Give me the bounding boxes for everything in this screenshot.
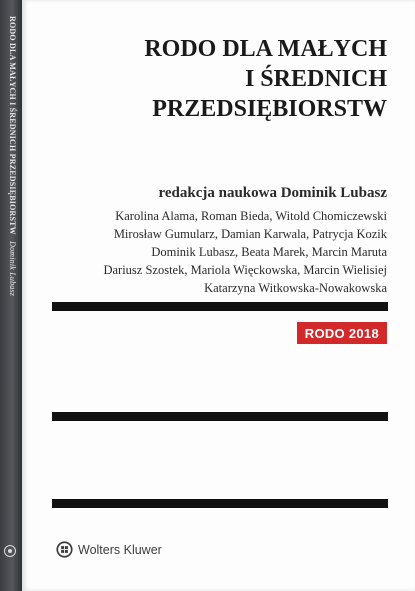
title-line-1: RODO DLA MAŁYCH [144, 36, 387, 62]
scientific-editor: redakcja naukowa Dominik Lubasz [158, 185, 387, 201]
front-cover [22, 0, 415, 591]
publisher-name: Wolters Kluwer [78, 542, 162, 557]
publisher [56, 541, 162, 558]
author-line: Dominik Lubasz, Beata Marek, Marcin Maruta [151, 245, 387, 259]
authors-block [103, 183, 387, 297]
divider-bar-top [52, 302, 388, 311]
author-line: Karolina Alama, Roman Bieda, Witold Chomiczewski [115, 209, 387, 223]
author-line: Dariusz Szostek, Mariola Więckowska, Marcin Wielisiej [103, 263, 387, 277]
divider-bar-middle [52, 412, 388, 421]
divider-bar-bottom [52, 499, 388, 508]
rodo-2018-badge: RODO 2018 [297, 322, 387, 344]
author-line: Katarzyna Witkowska-Nowakowska [204, 281, 387, 295]
book-title [144, 34, 387, 124]
wolters-kluwer-logo-icon [56, 541, 73, 558]
title-line-3: PRZEDSIĘBIORSTW [152, 96, 387, 122]
spine-text [8, 16, 17, 436]
title-line-2: I ŚREDNICH [244, 66, 387, 92]
spine-editor: Dominik Lubasz [8, 241, 17, 297]
book-spine [0, 0, 22, 591]
spine-logo-icon [4, 545, 16, 557]
author-line: Mirosław Gumularz, Damian Karwala, Patrycja Kozik [113, 227, 387, 241]
spine-title: RODO DLA MAŁYCH I ŚREDNICH PRZEDSIĘBIORSTW [8, 16, 17, 235]
